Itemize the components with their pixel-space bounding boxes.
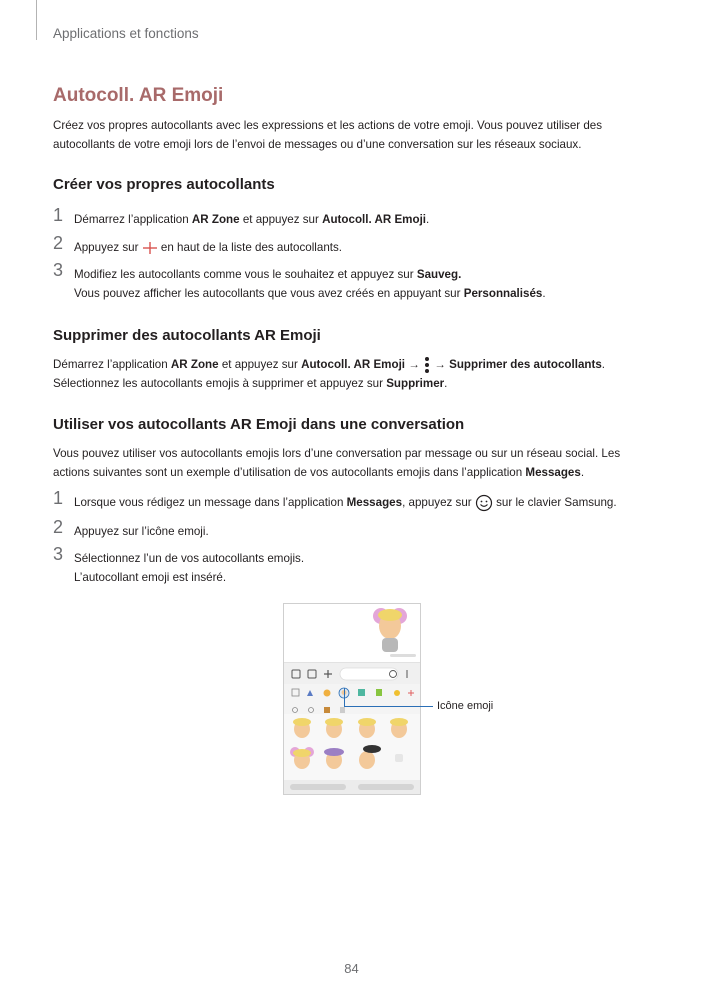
toolbar-icons <box>284 663 420 685</box>
more-options-icon <box>423 356 431 374</box>
heading-create: Créer vos propres autocollants <box>53 176 275 193</box>
para-text: . <box>601 358 606 371</box>
step-text: Lorsque vous rédigez un message dans l’application <box>74 496 347 509</box>
section-header: Applications et fonctions <box>53 26 199 41</box>
step-subtext: Vous pouvez afficher les autocollants que vous avez créés en appuyant sur <box>74 287 464 300</box>
callout-line-vertical <box>344 688 345 706</box>
para-text: Démarrez l’application <box>53 358 171 371</box>
para-text: . <box>580 466 585 479</box>
step-text: en haut de la liste des autocollants. <box>157 241 343 254</box>
create-step-2 <box>53 233 653 257</box>
step-subtext: L’autocollant emoji est inséré. <box>74 571 227 584</box>
step-text: Appuyez sur <box>74 241 142 254</box>
plus-icon <box>142 241 158 255</box>
step-text: et appuyez sur <box>239 213 323 226</box>
intro-paragraph <box>53 116 653 154</box>
step-text: Sélectionnez l’un de vos autocollants emojis. <box>74 552 305 565</box>
bottom-buttons <box>284 780 420 794</box>
para-text: Vous pouvez utiliser vos autocollants emojis lors d’une conversation par message ou sur un réseau social. Les <box>53 447 621 460</box>
page-title: Autocoll. AR Emoji <box>53 85 224 106</box>
heading-delete: Supprimer des autocollants AR Emoji <box>53 327 321 344</box>
para-bold: Supprimer <box>386 377 445 390</box>
para-text: . <box>444 377 448 390</box>
create-step-1 <box>53 205 653 229</box>
use-paragraph <box>53 444 653 482</box>
delete-paragraph <box>53 355 653 393</box>
step-subtext: . <box>542 287 546 300</box>
step-number: 2 <box>53 517 64 537</box>
step-number: 2 <box>53 233 64 253</box>
callout-line-horizontal <box>344 706 433 707</box>
create-step-3 <box>53 260 653 303</box>
use-step-3 <box>53 544 653 587</box>
para-bold: Supprimer des autocollants <box>449 358 602 371</box>
sticker-thumbnails <box>284 714 420 780</box>
para-text: et appuyez sur <box>218 358 302 371</box>
callout-label: Icône emoji <box>437 700 494 712</box>
phone-screenshot <box>283 603 421 795</box>
para-text: Sélectionnez les autocollants emojis à supprimer et appuyez sur <box>53 377 387 390</box>
sticker-grid <box>284 714 420 780</box>
smiley-icon <box>475 494 493 512</box>
step-bold: AR Zone <box>191 213 240 226</box>
step-bold: Messages <box>346 496 403 509</box>
step-bold: Sauveg. <box>416 268 462 281</box>
para-bold: AR Zone <box>170 358 219 371</box>
step-text: , appuyez sur <box>402 496 475 509</box>
step-number: 1 <box>53 488 64 508</box>
intro-line-2: autocollants de votre emoji lors de l’envoi de messages ou d’une conversation sur les réseaux sociaux. <box>53 138 582 151</box>
step-text: Démarrez l’application <box>74 213 192 226</box>
step-number: 1 <box>53 205 64 225</box>
use-step-2 <box>53 517 653 541</box>
arrow: → <box>405 358 424 371</box>
step-text: Modifiez les autocollants comme vous le souhaitez et appuyez sur <box>74 268 417 281</box>
step-text: sur le clavier Samsung. <box>492 496 617 509</box>
chat-area <box>284 604 420 662</box>
step-bold: Personnalisés <box>463 287 543 300</box>
step-text: Appuyez sur l’icône emoji. <box>74 525 209 538</box>
emoji-sticker-preview <box>284 604 420 662</box>
keyboard-toolbar <box>284 662 420 685</box>
intro-line-1: Créez vos propres autocollants avec les expressions et les actions de votre emoji. Vous pouvez utiliser des <box>53 119 603 132</box>
page-number: 84 <box>344 961 359 976</box>
step-text: . <box>426 213 430 226</box>
para-bold: Messages <box>525 466 581 479</box>
corner-mark <box>36 0 37 40</box>
arrow: → <box>431 358 450 371</box>
step-number: 3 <box>53 260 64 280</box>
step-bold: Autocoll. AR Emoji <box>322 213 427 226</box>
para-bold: Autocoll. AR Emoji <box>301 358 406 371</box>
use-step-1 <box>53 488 653 512</box>
step-number: 3 <box>53 544 64 564</box>
para-text: actions suivantes sont un exemple d’utilisation de vos autocollants emojis dans l’application <box>53 466 526 479</box>
heading-use: Utiliser vos autocollants AR Emoji dans une conversation <box>53 416 465 433</box>
bottom-bar <box>284 780 420 794</box>
